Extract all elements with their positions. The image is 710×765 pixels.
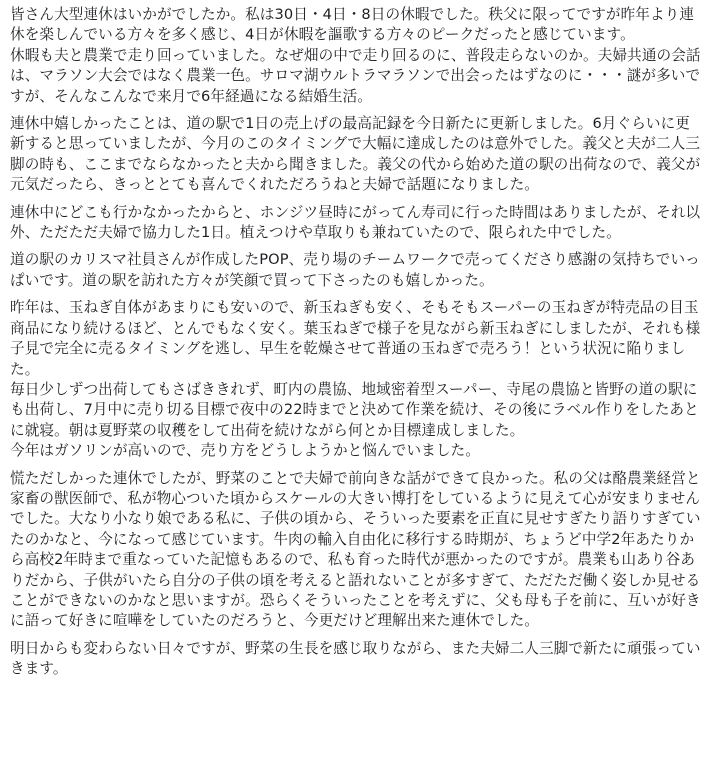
paragraph-closing: 明日からも変わらない日々ですが、野菜の生長を感じ取りながら、また夫婦二人三脚で新たに頑張っていきます。 (10, 639, 701, 678)
paragraph-onion-prices: 昨年は、玉ねぎ自体があまりにも安いので、新玉ねぎも安く、そもそもスーパーの玉ねぎが特売品の目玉商品になり続けるほど、とんでもなく安く。葉玉ねぎで様子を見ながら新玉ねぎにしましたが、それも様子見で完全に売るタイミングを逃し、早生を乾燥させて普通の玉ねぎで売ろう！という状況に陥りました。 毎日少しずつ出荷してもさばききれず、町内の農協、地域密着型スーパー、寺尾の農協と皆野の道の駅にも出荷し、7月中に売り切る目標で夜中の22時までと決めて作業を続け、その後にラベル作りをしたあとに就寝。朝は夏野菜の収穫をして出荷を続けながら何とか目標達成しました。 今年はガソリンが高いので、売り方をどうしようかと悩んでいました。 (10, 299, 701, 460)
paragraph-pop-thanks: 道の駅のカリスマ社員さんが作成したPOP、売り場のチームワークで売ってくださり感謝の気持ちでいっぱいです。道の駅を訪れた方々が笑顔で買って下さったのも嬉しかった。 (10, 251, 700, 289)
paragraph-father-reflection: 慌ただしかった連休でしたが、野菜のことで夫婦で前向きな話ができて良かった。私の父は酪農業経営と家畜の獣医師で、私が物心ついた頃からスケールの大きい博打をしているように見えて心が安まりませんでした。大なり小なり娘である私に、子供の頃から、そういった要素を正直に見せすぎたり語りすぎていたのかなと、今になって感じています。牛肉の輸入自由化に移行する時期が、ちょうど中学2年あたりから高校2年時まで重なっていた記憶もあるので、私も育った時代が悪かったのですが。農業も山あり谷ありだから、子供がいたら自分の子供の頃を考えると語れないことが多すぎて、ただただ働く姿しか見せることができないのかなと思いますが。恐らくそういったことを考えずに、父も母も子を前に、互いが好きに語って好きに喧嘩をしていたのだろうと、今更だけど理解出来た連休でした。 (10, 469, 701, 630)
paragraph-sushi-outing: 連休中にどこも行かなかったからと、ホンジツ昼時にがってん寿司に行った時間はありましたが、それ以外、ただただ夫婦で協力した1日。植えつけや草取りも兼ねていたので、限られた中でした。 (10, 203, 701, 242)
paragraph-sales-record: 連休中嬉しかったことは、道の駅で1日の売上げの最高記録を今日新たに更新しました。6月ぐらいに更新すると思っていましたが、今月のこのタイミングで大幅に達成したのは意外でした。義父と夫が二人三脚の時も、ここまでならなかったと夫から聞きました。義父の代から始めた道の駅の出荷なので、義父が元気だったら、きっととても喜んでくれただろうねと夫婦で話題になりました。 (10, 115, 701, 194)
paragraph-greeting-and-holidays: 皆さん大型連休はいかがでしたか。私は30日・4日・8日の休暇でした。秩父に限ってですが昨年より連休を楽しんでいる方々を多く感じ、4日が休暇を謳歌する方々のピークだったと感じています。 休暇も夫と農業で走り回っていました。なぜ畑の中で走り回るのに、普段走らないのか。夫婦共通の会話は、マラソン大会ではなく農業一色。サロマ湖ウルトラマラソンで出会ったはずなのに・・・謎が多いですが、そんなこんなで来月で6年経過になる結婚生活。 (10, 6, 701, 105)
